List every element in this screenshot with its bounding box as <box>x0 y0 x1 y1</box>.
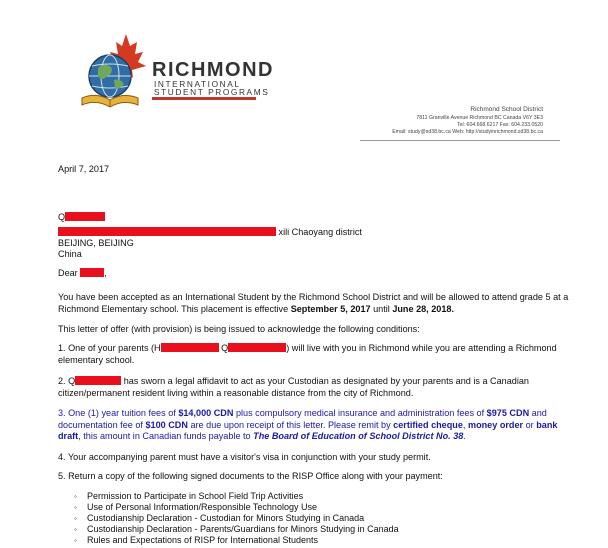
fees-text-a: 3. One (1) year tuition fees of <box>58 408 179 418</box>
redaction-bar <box>80 268 104 277</box>
fees-text-f: or <box>523 419 537 430</box>
salutation <box>58 268 107 279</box>
tuition-fee: $14,000 CDN <box>178 408 234 418</box>
recipient-country: China <box>58 249 82 259</box>
acceptance-paragraph <box>58 292 578 315</box>
payment-method-bank-draft: bank draft <box>58 419 558 441</box>
effective-end-date: June 28, 2018. <box>392 303 454 314</box>
district-name: Richmond School District <box>470 106 543 113</box>
district-address: 7811 Granville Avenue Richmond BC Canada V6Y 3E3 <box>416 115 543 121</box>
condition-2-text-b: has sworn a legal affidavit to act as your Custodian as designated by your parents and is a Canadian citizen/permanent resident living within a reasonable distance from the city of Richmond. <box>58 376 529 398</box>
recipient-street <box>58 227 362 238</box>
list-item: ◦ Custodianship Declaration - Custodian for Minors Studying in Canada <box>72 513 399 524</box>
org-name: RICHMOND <box>152 59 274 81</box>
list-item: ◦ Custodianship Declaration - Parents/Guardians for Minors Studying in Canada <box>72 524 399 535</box>
letter-date: April 7, 2017 <box>58 164 110 174</box>
fees-text-g: , this amount in Canadian funds payable to <box>78 431 254 441</box>
fees-text-d: are due upon receipt of this letter. Please remit by <box>187 419 394 430</box>
documentation-fee: $100 CDN <box>145 419 188 430</box>
redaction-bar <box>161 343 219 352</box>
effective-start-date: September 5, 2017 <box>290 303 371 314</box>
list-item: ◦ Rules and Expectations of RISP for International Students <box>72 535 399 546</box>
redaction-bar <box>75 376 121 385</box>
conditions-intro: This letter of offer (with provision) is being issued to acknowledge the following conditions: <box>58 324 420 334</box>
condition-5: 5. Return a copy of the following signed documents to the RISP Office along with your payment: <box>58 471 443 481</box>
salutation-start: Dear <box>58 268 78 278</box>
redaction-bar <box>228 343 286 352</box>
org-name-line3: STUDENT PROGRAMS <box>154 87 270 97</box>
fees-text-b: plus compulsory medical insurance and administration fees of <box>233 408 487 418</box>
list-item: ◦ Use of Personal Information/Responsible Technology Use <box>72 502 399 513</box>
recipient-street-suffix: xili Chaoyang district <box>278 227 362 237</box>
condition-1 <box>58 343 578 366</box>
redaction-bar <box>65 212 105 221</box>
risp-logo-icon <box>80 32 150 112</box>
list-item: ◦ Permission to Participate in School Field Trip Activities <box>72 491 399 502</box>
condition-2 <box>58 376 578 399</box>
condition-1-text-c: ) will live with you in Richmond while you are attending a Richmond elementary school. <box>58 343 557 365</box>
required-documents-list <box>72 491 399 546</box>
payment-method-money-order: money order <box>467 419 524 430</box>
condition-1-text-a: 1. One of your parents (H <box>58 343 161 353</box>
fees-text-c: and documentation fee of <box>58 408 547 430</box>
org-name-line2: INTERNATIONAL <box>154 79 241 89</box>
fees-text-h: . <box>463 431 466 441</box>
fees-text-e: , <box>462 419 468 430</box>
header-divider <box>360 140 560 141</box>
condition-4: 4. Your accompanying parent must have a visitor's visa in conjunction with your study permit. <box>58 452 431 462</box>
brand-underline <box>152 97 256 100</box>
p1-text: You have been accepted as an International Student by the Richmond School District and will be allowed to attend grade 5 at a Richmond Elementary school. This placement is effective <box>58 292 569 314</box>
admin-fee: $975 CDN <box>486 408 530 418</box>
condition-2-text-a: 2. Q <box>58 376 76 386</box>
recipient-city: BEIJING, BEIJING <box>58 238 134 248</box>
payment-method-cheque: certified cheque <box>393 419 463 430</box>
district-phone-fax: Tel: 604.668.6217 Fax: 604.233.0520 <box>457 122 543 128</box>
salutation-end: , <box>104 268 107 278</box>
district-email-web: Email: study@sd38.bc.ca Web: http://studyinrichmond.sd38.bc.ca <box>392 129 543 135</box>
condition-1-text-b: Q <box>221 343 229 353</box>
redaction-bar <box>58 227 276 236</box>
condition-3-fees <box>58 408 578 443</box>
recipient-initial: Q <box>58 212 66 222</box>
recipient-name <box>58 212 105 223</box>
payee-name: The Board of Education of School District No. 38 <box>253 431 464 441</box>
p1-mid: until <box>370 303 393 314</box>
